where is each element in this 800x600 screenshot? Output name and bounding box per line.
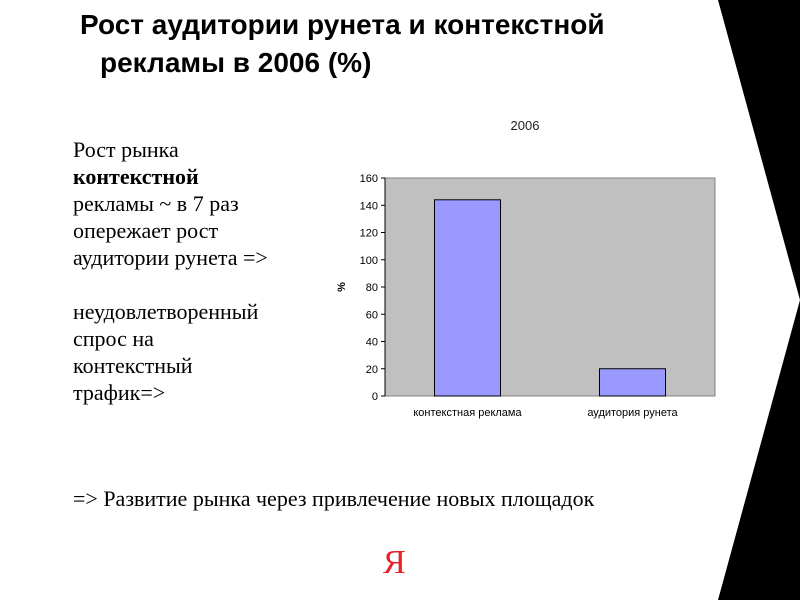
right-black-chevron-shape [718,0,800,600]
paragraph-gap [73,271,323,298]
y-tick-label: 100 [359,254,378,267]
bar [435,200,501,396]
yandex-logo: Я [383,544,406,581]
slide-title-line1: Рост аудитории рунета и контекстной [80,9,605,40]
bar-chart [320,108,730,438]
text-line: аудитории рунета => [73,245,268,270]
y-tick-label: 120 [359,227,378,240]
x-tick-label: контекстная реклама [413,407,522,419]
y-tick-label: 80 [365,282,378,294]
x-tick-label: аудитория рунета [587,407,678,419]
text-line: контекстный [73,353,193,378]
slide-title-line2: рекламы в 2006 (%) [100,47,372,78]
conclusion-text: => Развитие рынка через привлечение новых площадок [73,486,595,511]
chart-title: 2006 [510,118,540,133]
text-line: спрос на [73,326,154,351]
y-tick-label: 0 [371,391,378,403]
y-tick-label: 140 [359,200,378,213]
text-line: рекламы ~ в 7 раз [73,191,239,216]
x-axis-labels [413,407,678,419]
y-tick-label: 40 [365,336,378,349]
y-axis-label: % [336,282,348,292]
text-line-bold: контекстной [73,164,199,189]
text-line: Рост рынка [73,137,179,162]
text-line: трафик=> [73,380,166,405]
text-line: неудовлетворенный [73,299,259,324]
y-tick-label: 20 [365,363,378,376]
bar [600,369,666,396]
y-axis [360,173,385,403]
body-text [73,136,323,406]
y-tick-label: 60 [365,309,378,322]
slide-title [80,6,720,82]
text-line: опережает рост [73,218,219,243]
y-tick-label: 160 [359,173,378,185]
